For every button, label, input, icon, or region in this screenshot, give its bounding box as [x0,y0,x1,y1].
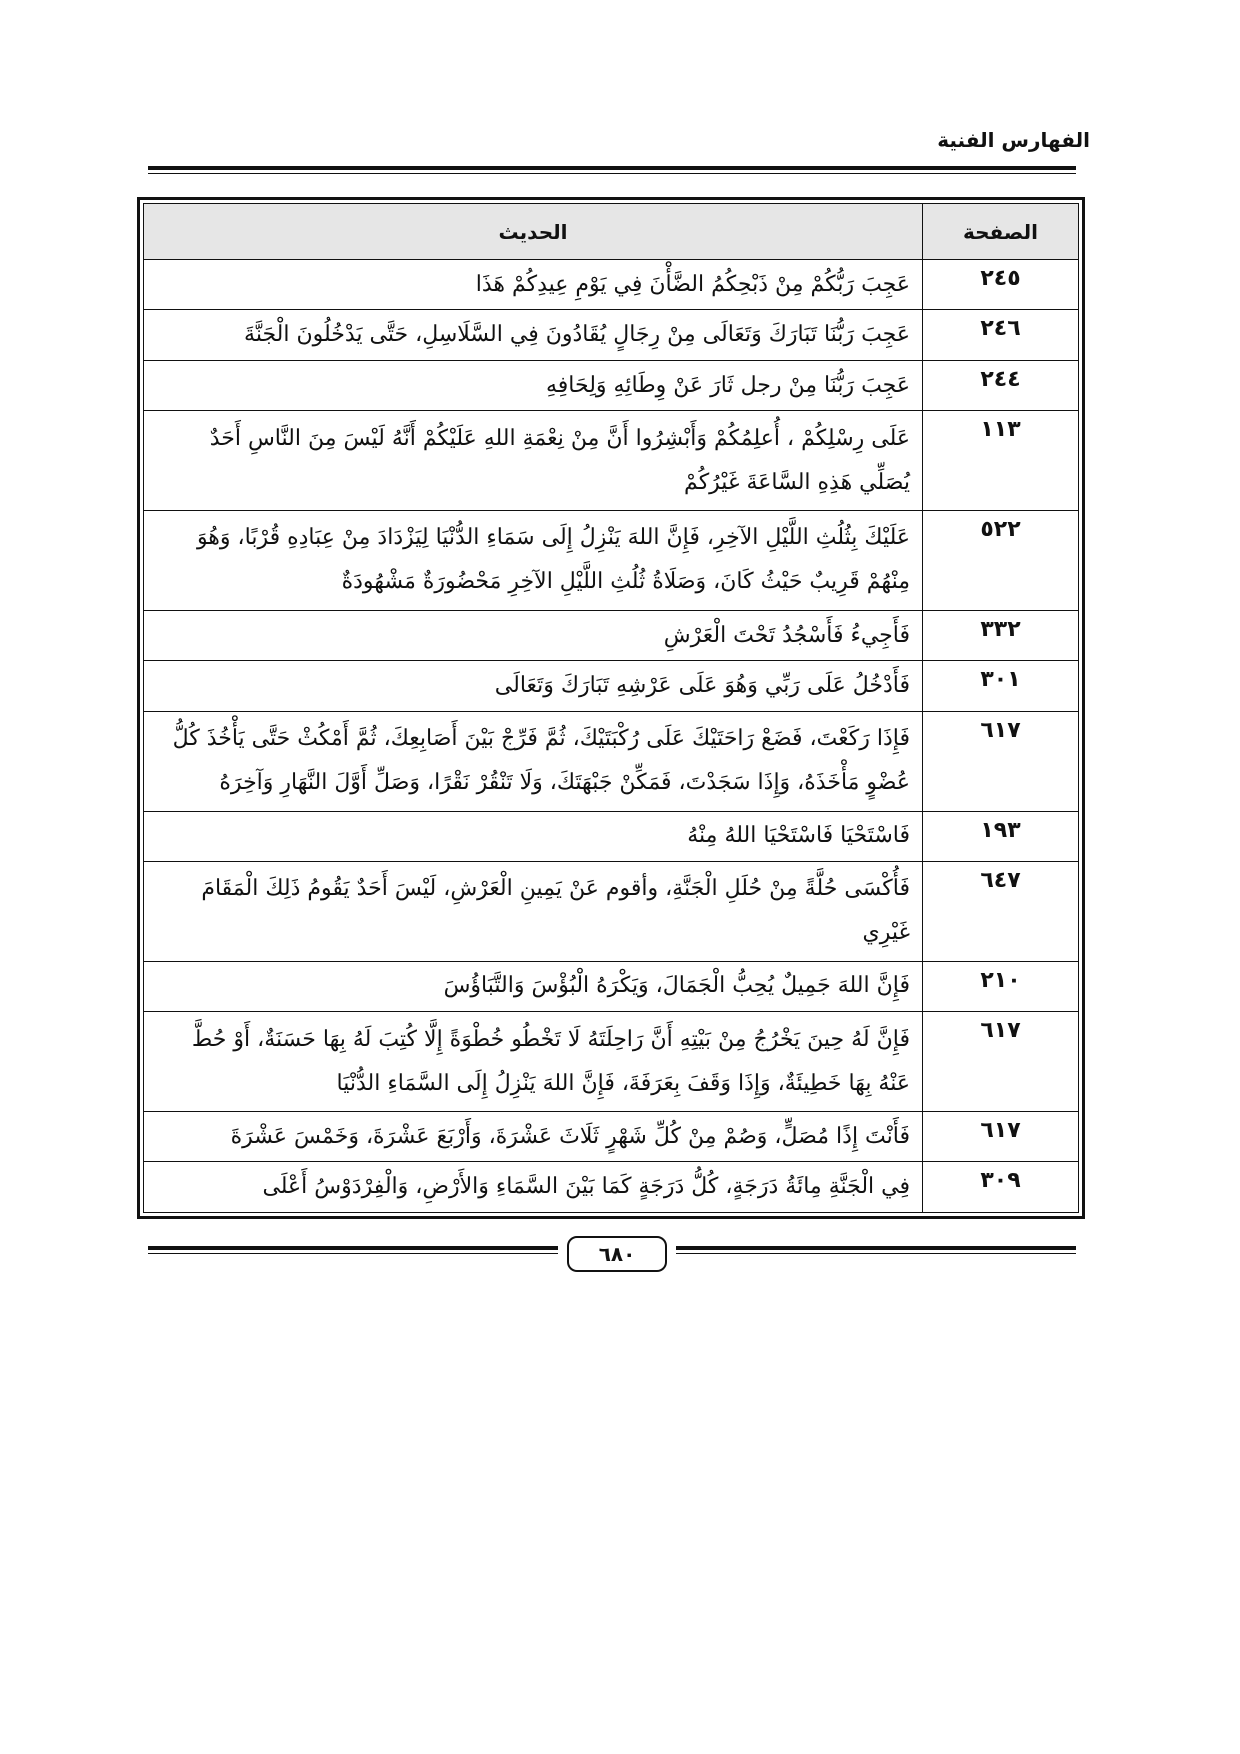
row-hadith-text: عَجِبَ رَبُّنَا تَبَارَكَ وَتَعَالَى مِنْ رِجَالٍ يُقَادُونَ فِي السَّلَاسِلِ، حَتَّى يَدْخُلُونَ الْجَنَّةَ [144,310,923,360]
table-row [144,861,1079,961]
row-hadith-text: فَإِنَّ اللهَ جَمِيلٌ يُحِبُّ الْجَمَالَ، وَيَكْرَهُ الْبُؤْسَ وَالتَّبَاؤُسَ [144,961,923,1011]
header-hadith: الحديث [144,204,923,260]
footer-rule-right-thick [676,1246,1076,1250]
row-page-number: ٦٤٧ [923,861,1079,961]
row-hadith-text: فِي الْجَنَّةِ مِائَةُ دَرَجَةٍ، كُلُّ دَرَجَةٍ كَمَا بَيْنَ السَّمَاءِ وَالأَرْضِ، وَالْفِرْدَوْسُ أَعْلَى [144,1162,923,1213]
table-row [144,711,1079,811]
row-page-number: ٥٢٢ [923,511,1079,611]
row-page-number: ٢٤٦ [923,310,1079,360]
row-hadith-text: عَلَيْكَ بِثُلُثِ اللَّيْلِ الآخِرِ، فَإِنَّ اللهَ يَنْزِلُ إِلَى سَمَاءِ الدُّنْيَا لِيَزْدَادَ مِنْ عِبَادِهِ قُرْبًا، وَهُوَ مِنْهُمْ قَرِيبٌ حَيْثُ كَانَ، وَصَلَاةُ ثُلُثِ اللَّيْلِ الآخِرِ مَحْضُورَةٌ مَشْهُودَةٌ [144,511,923,611]
row-page-number: ٢١٠ [923,961,1079,1011]
table-row [144,511,1079,611]
header-rule-thin [148,173,1076,174]
row-hadith-text: فَإِذَا رَكَعْتَ، فَضَعْ رَاحَتَيْكَ عَلَى رُكْبَتَيْكَ، ثُمَّ فَرِّجْ بَيْنَ أَصَابِعِكَ، ثُمَّ أَمْكُثْ حَتَّى يَأْخُذَ كُلُّ عُضْوٍ مَأْخَذَهُ، وَإِذَا سَجَدْتَ، فَمَكِّنْ جَبْهَتَكَ، وَلَا تَنْقُرْ نَقْرًا، وَصَلِّ أَوَّلَ النَّهَارِ وَآخِرَهُ [144,711,923,811]
row-page-number: ١٩٣ [923,811,1079,861]
table-row [144,1012,1079,1112]
row-hadith-text: فَأُكْسَى حُلَّةً مِنْ حُلَلِ الْجَنَّةِ، وأقوم عَنْ يَمِينِ الْعَرْشِ، لَيْسَ أَحَدٌ يَقُومُ ذَلِكَ الْمَقَامَ غَيْرِي [144,861,923,961]
header-page: الصفحة [923,204,1079,260]
row-page-number: ٢٤٤ [923,360,1079,410]
row-page-number: ٣٠١ [923,661,1079,711]
row-hadith-text: عَجِبَ رَبُّكُمْ مِنْ ذَبْحِكُمُ الضَّأْنَ فِي يَوْمِ عِيدِكُمْ هَذَا [144,260,923,310]
running-head: الفهارس الفنية [937,128,1090,152]
row-hadith-text: فَإِنَّ لَهُ حِينَ يَخْرُجُ مِنْ بَيْتِهِ أَنَّ رَاحِلَتَهُ لَا تَخْطُو خُطْوَةً إِلَّا كُتِبَ لَهُ بِهَا حَسَنَةٌ، أَوْ حُطَّ عَنْهُ بِهَا خَطِيئَةٌ، وَإِذَا وَقَفَ بِعَرَفَةَ، فَإِنَّ اللهَ يَنْزِلُ إِلَى السَّمَاءِ الدُّنْيَا [144,1012,923,1112]
table-header-row [144,204,1079,260]
row-page-number: ٦١٧ [923,1012,1079,1112]
header-rule-thick [148,166,1076,170]
page-number: ٦٨٠ [567,1236,667,1272]
footer-rule-left-thin [148,1253,558,1254]
table-body [144,260,1079,1213]
table-row [144,411,1079,511]
table-row [144,961,1079,1011]
row-hadith-text: فَأَنْتَ إِذًا مُصَلٍّ، وَصُمْ مِنْ كُلِّ شَهْرٍ ثَلَاثَ عَشْرَةَ، وَأَرْبَعَ عَشْرَةَ، وَخَمْسَ عَشْرَةَ [144,1111,923,1161]
table-row [144,260,1079,310]
row-page-number: ٦١٧ [923,1111,1079,1161]
row-page-number: ٣٠٩ [923,1162,1079,1213]
row-page-number: ٣٣٢ [923,610,1079,660]
row-hadith-text: فَاسْتَحْيَا فَاسْتَحْيَا اللهُ مِنْهُ [144,811,923,861]
row-page-number: ١١٣ [923,411,1079,511]
index-table-frame [137,197,1085,1219]
row-hadith-text: فَأَدْخُلُ عَلَى رَبِّي وَهُوَ عَلَى عَرْشِهِ تَبَارَكَ وَتَعَالَى [144,661,923,711]
footer-rule-right-thin [676,1253,1076,1254]
row-page-number: ٢٤٥ [923,260,1079,310]
row-hadith-text: فَأَجِيءُ فَأَسْجُدُ تَحْتَ الْعَرْشِ [144,610,923,660]
row-hadith-text: عَلَى رِسْلِكُمْ ، أُعلِمُكُمْ وَأَبْشِرُوا أَنَّ مِنْ نِعْمَةِ اللهِ عَلَيْكُمْ أَنَّهُ لَيْسَ مِنَ النَّاسِ أَحَدٌ يُصَلِّي هَذِهِ السَّاعَةَ غَيْرُكُمْ [144,411,923,511]
table-row [144,1111,1079,1161]
table-row [144,610,1079,660]
hadith-index-table [143,203,1079,1213]
row-page-number: ٦١٧ [923,711,1079,811]
table-row [144,811,1079,861]
row-hadith-text: عَجِبَ رَبُّنَا مِنْ رجل ثَارَ عَنْ وِطَائِهِ وَلِحَافِهِ [144,360,923,410]
table-row [144,310,1079,360]
table-row [144,1162,1079,1213]
table-row [144,661,1079,711]
footer-rule-left-thick [148,1246,558,1250]
table-row [144,360,1079,410]
